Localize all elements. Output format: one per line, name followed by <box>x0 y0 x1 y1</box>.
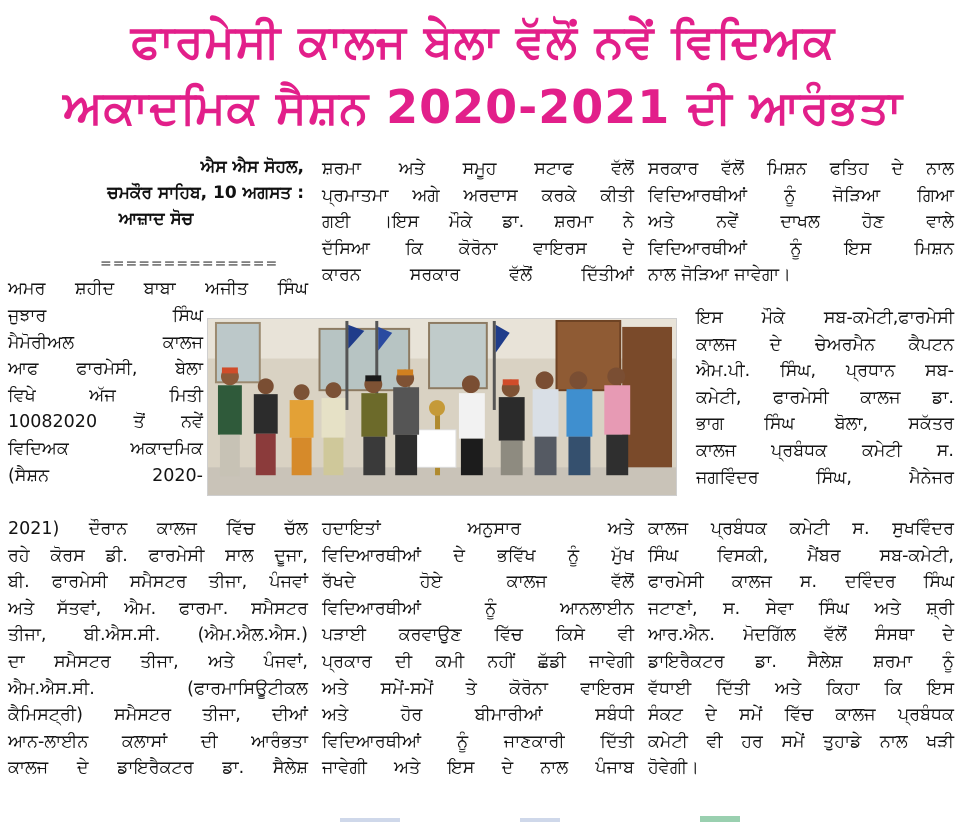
article-line: ਆਰ.ਐਨ. ਮੋਦਗਿੱਲ ਵੱਲੋਂ ਸੰਸਥਾ ਦੇ <box>648 625 954 646</box>
article-col1-left <box>8 303 203 489</box>
article-line: ਭਾਗ ਸਿੰਘ ਬੋਲਾ, ਸਕੱਤਰ <box>696 414 954 435</box>
footer-decoration <box>320 812 800 824</box>
article-line: 2021) ਦੌਰਾਨ ਕਾਲਜ ਵਿੱਚ ਚੱਲ <box>8 519 308 539</box>
article-line: ਐਮ.ਪੀ. ਸਿੰਘ, ਪ੍ਰਧਾਨ ਸਬ- <box>696 361 954 382</box>
article-line: ਗਈ ।ਇਸ ਮੌਕੇ ਡਾ. ਸ਼ਰਮਾ ਨੇ <box>322 212 634 233</box>
article-line: ਤੀਜਾ, ਬੀ.ਐਸ.ਸੀ. (ਐਮ.ਐਲ.ਐਸ.) <box>8 625 308 646</box>
article-line: ਰੱਖਦੇ ਹੋਏ ਕਾਲਜ ਵੱਲੋਂ <box>322 572 634 593</box>
article-line: ਅਤੇ ਸੱਤਵਾਂ, ਐਮ. ਫਾਰਮਾ. ਸਮੈਸਟਰ <box>8 598 308 619</box>
article-line: ਮੈਮੋਰੀਅਲ ਕਾਲਜ <box>8 332 203 353</box>
article-line: ਵਿਖੇ ਅੱਜ ਮਿਤੀ <box>8 385 203 406</box>
article-line: ਡਾਇਰੈਕਟਰ ਡਾ. ਸੈਲੇਸ਼ ਸ਼ਰਮਾ ਨੂੰ <box>648 651 954 672</box>
article-line: ਸਿੰਘ ਵਿਸਕੀ, ਮੈਂਬਰ ਸਬ-ਕਮੇਟੀ, <box>648 545 954 566</box>
byline-divider: ============== <box>100 256 279 272</box>
article-line: ਵਿਦਿਆਰਥੀਆਂ ਨੂੰ ਜੋੜਿਆ ਗਿਆ <box>648 185 954 206</box>
article-line: ਵਿਦਿਆਰਥੀਆਂ ਨੂੰ ਜਾਣਕਾਰੀ ਦਿੱਤੀ <box>322 731 634 752</box>
article-col3-top <box>648 156 954 289</box>
article-line: ਇਸ ਮੌਕੇ ਸਬ-ਕਮੇਟੀ,ਫਾਰਮੇਸੀ <box>696 308 954 328</box>
byline-place-date: ਚਮਕੌਰ ਸਾਹਿਬ, 10 ਅਗਸਤ : <box>107 183 304 203</box>
article-line: ਐਮ.ਐਸ.ਸੀ. (ਫਾਰਮਾਸਿਊਟੀਕਲ <box>8 678 308 699</box>
article-line: ਅਤੇ ਹੋਰ ਬੀਮਾਰੀਆਂ ਸਬੰਧੀ <box>322 705 634 726</box>
article-line: ਬੀ. ਫਾਰਮੇਸੀ ਸਮੈਸਟਰ ਤੀਜਾ, ਪੰਜਵਾਂ <box>8 572 308 593</box>
article-col1-top <box>8 276 308 303</box>
article-line: ਵਿਦਿਆਰਥੀਆਂ ਦੇ ਭਵਿੱਖ ਨੂੰ ਮੁੱਖ <box>322 545 634 566</box>
article-line: ਸ਼ਰਮਾ ਅਤੇ ਸਮੂਹ ਸਟਾਫ ਵੱਲੋਂ <box>322 159 634 179</box>
article-line: ਨਾਲ ਜੋੜਿਆ ਜਾਵੇਗਾ। <box>648 265 791 286</box>
byline-paper: ਆਜ਼ਾਦ ਸੋਚ <box>118 209 194 229</box>
byline-author: ਐਸ ਐਸ ਸੋਹਲ, <box>200 157 304 177</box>
article-col3-bottom <box>648 516 954 782</box>
article-line: ਪੜਾਈ ਕਰਵਾਉਣ ਵਿੱਚ ਕਿਸੇ ਵੀ <box>322 625 634 646</box>
byline <box>8 154 304 232</box>
article-line: ਅਤੇ ਨਵੇਂ ਦਾਖਲ ਹੋਣ ਵਾਲੇ <box>648 212 954 233</box>
article-line: ਆਨ-ਲਾਈਨ ਕਲਾਸਾਂ ਦੀ ਆਰੰਭਤਾ <box>8 731 308 752</box>
article-line: ਕਾਲਜ ਪ੍ਰਬੰਧਕ ਕਮੇਟੀ ਸ. ਸੁਖਵਿੰਦਰ <box>648 519 954 539</box>
article-line: ਦੱਸਿਆ ਕਿ ਕੋਰੋਨਾ ਵਾਇਰਸ ਦੇ <box>322 238 634 259</box>
article-line: ਹਦਾਇਤਾਂ ਅਨੁਸਾਰ ਅਤੇ <box>322 519 634 539</box>
group-photo-illustration <box>208 319 676 495</box>
article-line: ਅਤੇ ਸਮੇਂ-ਸਮੇਂ ਤੇ ਕੋਰੋਨਾ ਵਾਇਰਸ <box>322 678 634 699</box>
article-line: ਜਾਵੇਗੀ ਅਤੇ ਇਸ ਦੇ ਨਾਲ ਪੰਜਾਬ <box>322 758 634 779</box>
article-line: ਅਮਰ ਸ਼ਹੀਦ ਬਾਬਾ ਅਜੀਤ ਸਿੰਘ <box>8 279 308 299</box>
article-col3-right <box>696 305 954 491</box>
article-line: ਕੈਮਿਸਟ੍ਰੀ) ਸਮੈਸਟਰ ਤੀਜਾ, ਦੀਆਂ <box>8 705 308 726</box>
article-line: ਵੱਧਾਈ ਦਿੱਤੀ ਅਤੇ ਕਿਹਾ ਕਿ ਇਸ <box>648 678 954 699</box>
article-line: ਕਮੇਟੀ, ਫਾਰਮੇਸੀ ਕਾਲਜ ਡਾ. <box>696 387 954 408</box>
article-line: ਫਾਰਮੇਸੀ ਕਾਲਜ ਸ. ਦਵਿੰਦਰ ਸਿੰਘ <box>648 572 954 593</box>
article-line: ਦਾ ਸਮੈਸਟਰ ਤੀਜਾ, ਅਤੇ ਪੰਜਵਾਂ, <box>8 651 308 672</box>
article-line: ਸੰਕਟ ਦੇ ਸਮੇਂ ਵਿੱਚ ਕਾਲਜ ਪ੍ਰਬੰਧਕ <box>648 705 954 726</box>
article-line: ਵਿਦਿਆਰਥੀਆਂ ਨੂੰ ਆਨਲਾਈਨ <box>322 598 634 619</box>
article-line: (ਸੈਸ਼ਨ 2020- <box>8 465 203 486</box>
headline-line-1: ਫਾਰਮੇਸੀ ਕਾਲਜ ਬੇਲਾ ਵੱਲੋਂ ਨਵੇਂ ਵਿਦਿਅਕ <box>130 14 836 68</box>
article-col2-top <box>322 156 634 289</box>
article-line: ਕਾਲਜ ਦੇ ਚੇਅਰਮੈਨ ਕੈਪਟਨ <box>696 334 954 355</box>
headline-line-2: ਅਕਾਦਮਿਕ ਸੈਸ਼ਨ 2020-2021 ਦੀ ਆਰੰਭਤਾ <box>63 80 903 134</box>
article-line: ਸਰਕਾਰ ਵੱਲੋਂ ਮਿਸ਼ਨ ਫਤਿਹ ਦੇ ਨਾਲ <box>648 159 954 179</box>
article-line: ਕਮੇਟੀ ਵੀ ਹਰ ਸਮੇਂ ਤੁਹਾਡੇ ਨਾਲ ਖੜੀ <box>648 731 954 752</box>
article-col1-bottom <box>8 516 308 782</box>
article-line: ਰਹੇ ਕੋਰਸ ਡੀ. ਫਾਰਮੇਸੀ ਸਾਲ ਦੂਜਾ, <box>8 545 308 566</box>
article-line: ਵਿਦਿਆਰਥੀਆਂ ਨੂੰ ਇਸ ਮਿਸ਼ਨ <box>648 238 954 259</box>
article-line: ਆਫ ਫਾਰਮੇਸੀ, ਬੇਲਾ <box>8 359 203 380</box>
article-line: ਪ੍ਰਕਾਰ ਦੀ ਕਮੀ ਨਹੀਂ ਛੱਡੀ ਜਾਵੇਗੀ <box>322 651 634 672</box>
article-line: ਕਾਰਨ ਸਰਕਾਰ ਵੱਲੋਂ ਦਿੱਤੀਆਂ <box>322 265 634 286</box>
article-line: ਵਿਦਿਅਕ ਅਕਾਦਮਿਕ <box>8 438 203 459</box>
article-line: ਕਾਲਜ ਪ੍ਰਬੰਧਕ ਕਮੇਟੀ ਸ. <box>696 440 954 461</box>
article-line: ਜਟਾਣਾਂ, ਸ. ਸੇਵਾ ਸਿੰਘ ਅਤੇ ਸ਼੍ਰੀ <box>648 598 954 619</box>
article-line: ਜੁਝਾਰ ਸਿੰਘ <box>8 306 203 326</box>
article-line: ਪ੍ਰਮਾਤਮਾ ਅਗੇ ਅਰਦਾਸ ਕਰਕੇ ਕੀਤੀ <box>322 185 634 206</box>
group-photo <box>207 318 677 496</box>
article-line: ਕਾਲਜ ਦੇ ਡਾਇਰੈਕਟਰ ਡਾ. ਸੈਲੇਸ਼ <box>8 758 308 779</box>
article-col2-bottom <box>322 516 634 782</box>
article-line: 10082020 ਤੋਂ ਨਵੇਂ <box>8 412 203 433</box>
article-line: ਹੋਵੇਗੀ। <box>648 758 699 779</box>
article-line: ਜਗਵਿੰਦਰ ਸਿੰਘ, ਮੈਨੇਜਰ <box>696 467 954 488</box>
